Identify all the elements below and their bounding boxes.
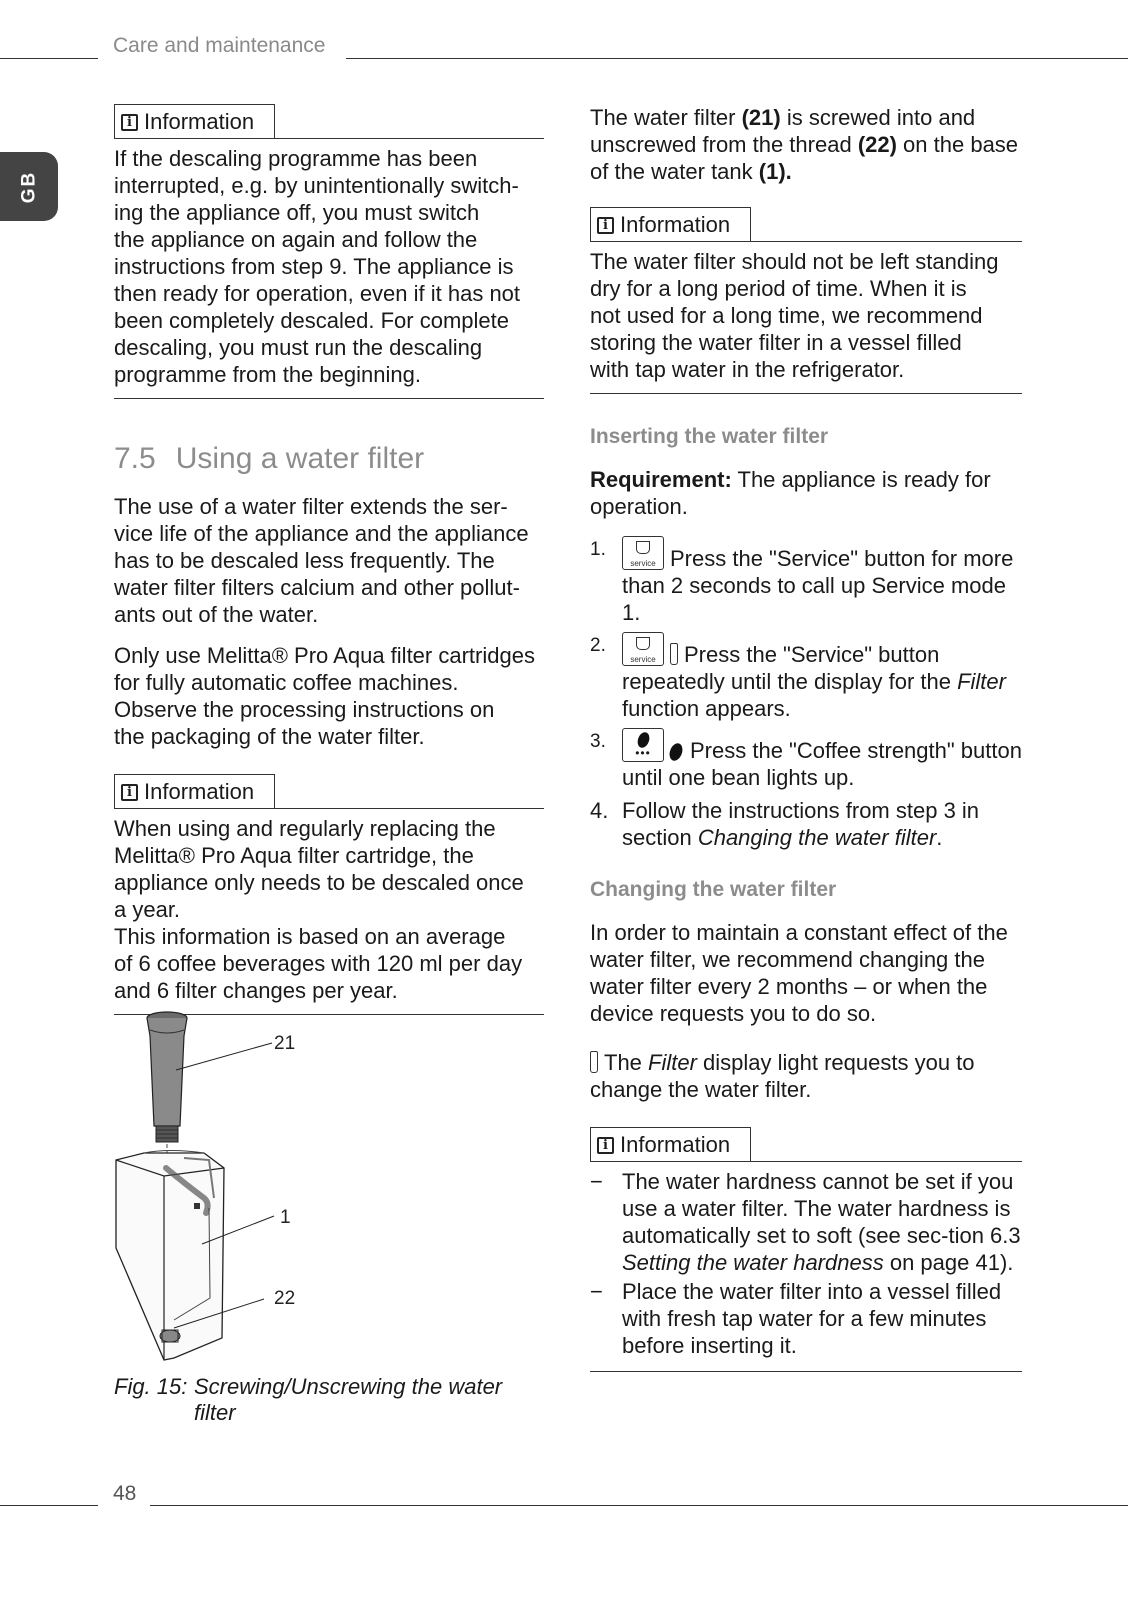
language-tab: [0, 152, 58, 221]
header-title: Care and maintenance: [113, 34, 326, 57]
info-box-descaling: [114, 104, 544, 399]
info-label: i Information: [114, 774, 275, 808]
info-text: If the descaling programme has been interrupted, e.g. by unintentionally switch- ing the appliance off, you must switch the appliance on again and follow the instructions from step 9. The appliance is then ready for operation, even if it has not been completely descaled. For complete descaling, you must run the descaling programme from the beginning.: [114, 146, 521, 387]
figure-number: Fig. 15:: [114, 1374, 188, 1399]
info-icon: i: [121, 114, 138, 131]
section-heading: [114, 441, 544, 477]
coffee-strength-button-icon: •••: [622, 728, 664, 762]
info-label: i Information: [590, 207, 751, 241]
water-filter-figure: [114, 1008, 414, 1368]
info-icon: i: [121, 784, 138, 801]
footer-rule-right: [150, 1505, 1128, 1506]
paragraph-filter-light: The Filter display light requests you to change the water filter.: [590, 1050, 975, 1102]
info-text: The water filter should not be left standing dry for a long period of time. When it is not used for a long time, we recommend storing the water filter in a vessel filled with tap water in the refrigerator.: [590, 249, 999, 382]
step-1: 1. service Press the "Service" button for more than 2 seconds to call up Service mode 1.: [590, 536, 1022, 626]
footer-rule-left: [0, 1505, 98, 1506]
callout-21: 21: [274, 1033, 296, 1054]
paragraph-filter-thread: The water filter (21) is screwed into and unscrewed from the thread (22) on the base of the water tank (1).: [590, 105, 1019, 184]
section-title: Using a water filter: [175, 442, 425, 475]
section-number: 7.5: [114, 442, 156, 475]
figure-caption: [114, 1374, 504, 1426]
paragraph-filter-cartridges: Only use Melitta® Pro Aqua filter cartridges for fully automatic coffee machines. Observe the processing instructions on the packaging of the water filter.: [114, 643, 535, 749]
figure-caption-text: Screwing/Unscrewing the water filter: [194, 1374, 503, 1425]
info-label: i Information: [114, 104, 275, 138]
info-label: i Information: [590, 1127, 751, 1161]
info-text: When using and regularly replacing the Melitta® Pro Aqua filter cartridge, the appliance only needs to be descaled once a year. This information is based on an average of 6 coffee beverages with 120 ml per day and 6 filter changes per year.: [114, 816, 524, 1003]
paragraph-changing: In order to maintain a constant effect of the water filter, we recommend changing the water filter every 2 months – or when the device requests you to do so.: [590, 920, 1008, 1026]
service-button-icon: service: [622, 632, 664, 666]
filter-light-icon: [670, 643, 678, 665]
step-4: 4. Follow the instructions from step 3 in section Changing the water filter.: [590, 798, 980, 850]
service-button-icon: service: [622, 536, 664, 570]
info-icon: i: [597, 217, 614, 234]
right-column: [590, 104, 1022, 1372]
bean-light-icon: [667, 741, 684, 762]
callout-22: 22: [274, 1288, 296, 1309]
page-number: 48: [113, 1482, 137, 1505]
left-column: [114, 104, 544, 1015]
insert-steps: [590, 536, 1022, 851]
filter-light-icon: [590, 1051, 598, 1073]
step-3: 3. ••• Press the "Coffee strength" button until one bean lights up.: [590, 728, 1022, 791]
info-icon: i: [597, 1137, 614, 1154]
paragraph-water-filter-use: The use of a water filter extends the ser- vice life of the appliance and the appliance has to be descaled less frequently. The water filter filters calcium and other pollut- ants out of the water.: [114, 494, 529, 627]
header-rule-right: [346, 58, 1128, 59]
callout-1: 1: [280, 1207, 291, 1228]
info-box-storage: [590, 207, 1022, 394]
requirement: Requirement: The appliance is ready for operation.: [590, 467, 991, 519]
header-rule-left: [0, 58, 98, 59]
list-item: − The water hardness cannot be set if you use a water filter. The water hardness is automatically set to soft (see sec-tion 6.3 Setting the water hardness on page 41).: [590, 1168, 1022, 1276]
language-label: GB: [18, 170, 39, 203]
subheading-changing: Changing the water filter: [590, 878, 837, 901]
step-2: 2. service Press the "Service" button repeatedly until the display for the Filter function appears.: [590, 632, 1022, 722]
water-tank-drawing: [116, 1151, 224, 1361]
subheading-inserting: Inserting the water filter: [590, 425, 829, 448]
info-box-descale-once: [114, 774, 544, 1015]
info-list: [590, 1168, 1022, 1359]
leader-line-filter: [176, 1043, 272, 1070]
info-box-water-hardness: [590, 1127, 1022, 1372]
list-item: − Place the water filter into a vessel filled with fresh tap water for a few minutes before inserting it.: [590, 1278, 1022, 1359]
